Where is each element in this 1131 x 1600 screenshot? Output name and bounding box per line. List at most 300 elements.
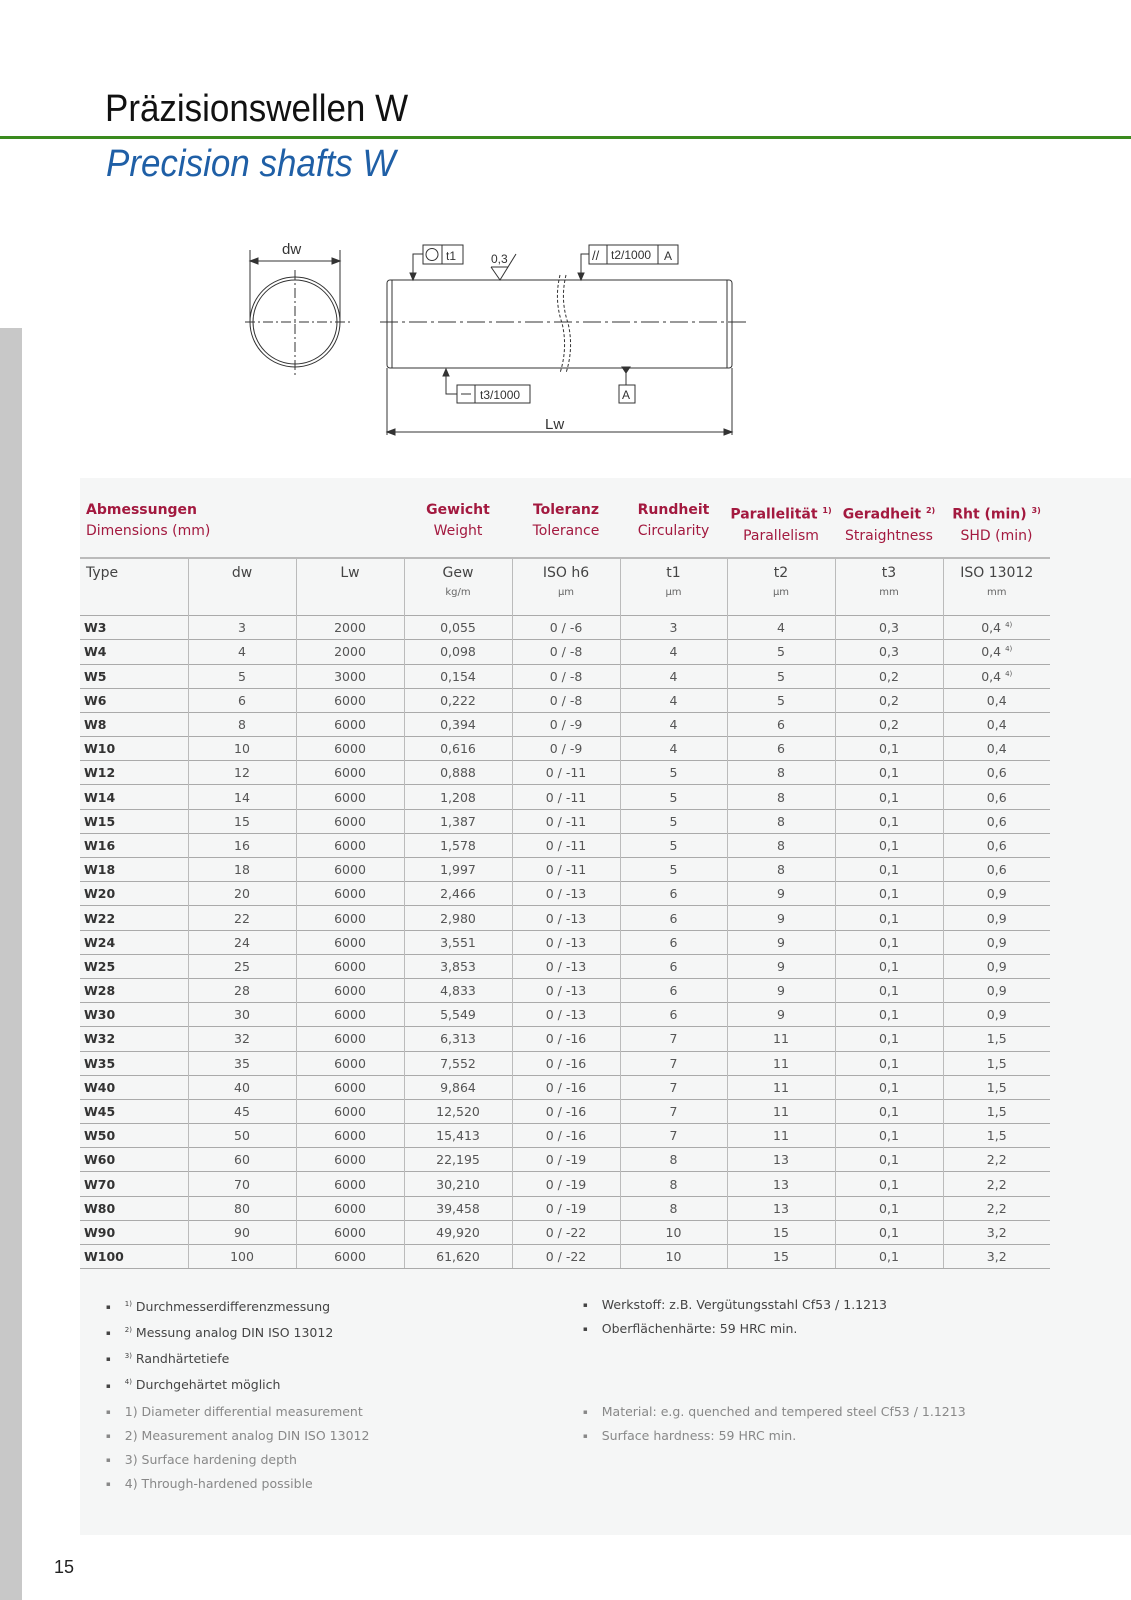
table-cell [943,1172,1050,1196]
table-cell [188,1220,296,1244]
cell-value: 10 [665,1224,682,1240]
cell-value: W40 [84,1079,116,1095]
footnote-marker: 1) [124,1300,132,1308]
table-cell [620,930,727,954]
cell-value: 0,2 [879,717,899,732]
group-header-row [80,500,1050,558]
table-row [80,1220,1050,1244]
table-cell [188,882,296,906]
cell-value: 0,1 [879,934,899,950]
footnote-text: Durchgehärtet möglich [135,1377,281,1393]
cell-value: 0,1 [879,1104,899,1119]
cell-value: 6000 [334,813,366,829]
cell-value: 1,5 [986,1128,1007,1144]
table-cell [188,1148,296,1172]
column-label: t1 [666,564,681,581]
table-row [80,954,1050,978]
table-cell [404,712,512,736]
cell-value: 5 [238,668,246,684]
cell-value: 6000 [334,910,366,926]
note-item: ▪ 3) Surface hardening depth [106,1449,369,1473]
table-cell [727,712,835,736]
cell-value: 90 [234,1224,250,1240]
column-label: t2 [773,564,789,581]
cell-value: 0,1 [879,1152,899,1168]
cell-value: 6000 [334,1055,366,1071]
table-cell [943,1148,1050,1172]
cell-value: 6000 [334,1176,366,1192]
cell-value: 5 [669,813,678,829]
cell-value: 0,222 [440,692,476,708]
table-row [80,761,1050,785]
table-cell [512,882,620,906]
table-cell [404,1220,512,1244]
table-cell [620,664,727,688]
footnote-item [106,1320,333,1346]
table-cell [512,809,620,833]
table-cell [620,1245,727,1269]
table-cell [620,737,727,761]
group-header [80,500,404,558]
table-cell [620,906,727,930]
group-label-en: Straightness [845,527,933,544]
column-header [727,558,835,616]
cell-value: 10 [665,1249,682,1265]
footnote-item [106,1372,333,1398]
cell-value: 6 [669,958,678,974]
cell-value: 15 [773,1249,789,1265]
table-cell [188,1245,296,1269]
cell-value: 0,1 [879,1031,899,1047]
table-cell [188,809,296,833]
group-label-de-text: Rundheit [637,502,710,518]
table-cell [404,1124,512,1148]
cell-value: 0,1 [879,813,899,829]
table-cell [943,1051,1050,1075]
table-cell [835,930,943,954]
cell-value: 6 [669,983,678,999]
cell-value: 3 [669,620,678,636]
cell-value: 50 [234,1128,250,1144]
footnote-text: Messung analog DIN ISO 13012 [135,1325,334,1341]
cell-value: 0,1 [879,1176,899,1192]
cell-value: 8 [669,1176,678,1192]
cell-value: 0,2 [879,692,899,708]
cell-value: 2,2 [986,1200,1007,1216]
cell-value: 0,1 [879,886,899,902]
cell-value: 3,853 [440,958,476,974]
cell-value: 80 [234,1200,250,1216]
table-cell [727,688,835,712]
cell-value: 0,9 [986,934,1007,950]
cell-value: 13 [773,1200,789,1216]
column-label: Gew [442,564,474,581]
footnote-item [106,1346,333,1372]
group-label-de-text: Abmessungen [86,502,198,518]
datum-label: A [622,388,631,402]
cell-value: 0 / -19 [545,1200,587,1216]
table-cell [296,712,404,736]
table-cell [80,1027,188,1051]
cell-value: 7 [669,1055,678,1071]
footnote-text: Randhärtetiefe [135,1351,230,1367]
cell-value: 9 [777,934,785,950]
table-cell [943,954,1050,978]
cell-value: W45 [84,1104,116,1119]
cell-value: 0 / -13 [545,886,587,902]
cell-value: 6 [669,934,678,950]
cell-value: W18 [84,862,116,878]
table-cell [943,1124,1050,1148]
cell-value: 0,1 [879,837,899,853]
cell-value: 0 / -11 [545,765,587,781]
cell-value: 6000 [334,1079,366,1095]
table-cell [188,640,296,664]
t2-label: t2/1000 [611,248,652,262]
cell-value: 3 [238,620,246,636]
table-row [80,664,1050,688]
cell-value: 5 [777,668,785,684]
cell-value: 6000 [334,862,366,878]
column-label: ISO 13012 [960,564,1034,581]
cell-value: 0,1 [879,862,899,878]
cell-value: 1,5 [986,1055,1007,1071]
cell-value: 15 [773,1224,789,1240]
table-cell [512,664,620,688]
cell-value: 4 [669,644,678,660]
cell-value: 0 / -13 [545,910,587,926]
table-cell [512,712,620,736]
cell-value: 8 [777,862,785,878]
table-cell [188,737,296,761]
cell-value: 8 [777,789,785,805]
table-cell [404,785,512,809]
table-row [80,785,1050,809]
table-cell [80,833,188,857]
group-header [727,500,835,558]
group-label-de-text: Geradheit [842,506,922,523]
table-cell [727,858,835,882]
group-label-de-text: Gewicht [426,502,490,518]
cell-value: 6000 [334,741,366,757]
group-label-de [727,500,835,526]
cell-value: 4,833 [440,983,476,999]
table-cell [296,737,404,761]
group-label-de [943,500,1050,526]
cell-value: 25 [234,958,250,974]
table-cell [188,1099,296,1123]
table-row [80,1172,1050,1196]
cell-value: 1,387 [440,813,476,829]
table-cell [835,616,943,640]
cell-value: 0,1 [879,1055,899,1071]
cell-value: 32 [234,1031,250,1047]
table-cell [512,688,620,712]
table-cell [188,688,296,712]
group-label-de-text: Toleranz [532,502,600,518]
table-cell [512,930,620,954]
table-cell [188,833,296,857]
cell-value: 8 [777,765,785,781]
table-cell [188,785,296,809]
cell-value: 28 [234,983,250,999]
group-label-de [620,500,727,521]
note-item: ▪ 2) Measurement analog DIN ISO 13012 [106,1425,369,1449]
cell-value: 0 / -8 [549,668,583,684]
cell-value: 0,4 [981,620,1002,636]
table-row [80,1196,1050,1220]
table-cell [296,1075,404,1099]
table-cell [296,761,404,785]
group-label-en: Parallelism [743,527,819,544]
table-cell [943,858,1050,882]
table-cell [835,1027,943,1051]
cell-value: 6 [777,717,785,732]
footnote-ref: 4) [1005,669,1013,678]
cell-value: 61,620 [436,1249,480,1265]
cell-value: 0 / -11 [545,837,587,853]
cell-value: 18 [234,862,250,878]
cell-value: 11 [773,1055,789,1071]
cell-value: 7,552 [440,1055,476,1071]
cell-value: W70 [84,1176,116,1192]
column-label: dw [231,564,253,581]
table-cell [620,809,727,833]
footnote-text: Durchmesserdifferenzmessung [135,1299,331,1315]
cell-value: 30 [234,1007,250,1023]
cell-value: 3,551 [440,934,476,950]
column-header [404,558,512,616]
table-cell [835,1196,943,1220]
table-cell [620,785,727,809]
table-cell [80,882,188,906]
table-cell [512,640,620,664]
column-unit: mm [987,586,1007,598]
table-cell [835,1075,943,1099]
table-cell [296,882,404,906]
table-cell [943,1099,1050,1123]
column-unit: µm [665,586,682,598]
page-number: 15 [54,1557,75,1577]
table-cell [512,785,620,809]
table-cell [727,882,835,906]
table-cell [512,1027,620,1051]
cell-value: 0,1 [879,1007,899,1023]
table-cell [835,785,943,809]
table-cell [80,906,188,930]
table-cell [296,688,404,712]
table-cell [727,978,835,1002]
table-cell [80,664,188,688]
table-cell [296,1124,404,1148]
table-cell [80,712,188,736]
table-cell [727,785,835,809]
table-cell [404,978,512,1002]
table-cell [620,1172,727,1196]
table-cell [835,1220,943,1244]
table-row [80,978,1050,1002]
table-cell [943,882,1050,906]
cell-value: 0,6 [986,813,1007,829]
table-cell [620,616,727,640]
cell-value: 0 / -9 [549,717,583,732]
table-cell [296,664,404,688]
table-cell [296,616,404,640]
cell-value: 49,920 [436,1224,480,1240]
cell-value: 0,4 [986,717,1007,732]
table-cell [727,1051,835,1075]
cell-value: 9 [777,1007,785,1023]
table-cell [188,1196,296,1220]
table-cell [835,1148,943,1172]
cell-value: 30,210 [436,1176,480,1192]
cell-value: 0 / -9 [549,741,583,757]
table-cell [404,1003,512,1027]
title-divider [0,136,1131,139]
table-cell [188,1003,296,1027]
side-bar [0,328,22,1600]
table-cell [404,930,512,954]
table-cell [188,930,296,954]
cell-value: 2,2 [986,1152,1007,1168]
table-cell [80,1003,188,1027]
table-cell [188,978,296,1002]
table-cell [943,1245,1050,1269]
table-cell [727,640,835,664]
group-header [404,500,512,558]
column-header [512,558,620,616]
cell-value: 45 [234,1104,250,1119]
cell-value: 0,9 [986,910,1007,926]
table-cell [835,906,943,930]
cell-value: 0,1 [879,983,899,999]
table-row [80,906,1050,930]
table-row [80,1075,1050,1099]
table-cell [188,906,296,930]
cell-value: 1,5 [986,1104,1007,1119]
cell-value: 0,9 [986,958,1007,974]
cell-value: 8 [669,1200,678,1216]
cell-value: 2,980 [440,910,476,926]
table-row [80,1124,1050,1148]
table-cell [835,688,943,712]
group-label-en: SHD (min) [960,527,1033,544]
cell-value: 22 [234,910,250,926]
table-cell [404,954,512,978]
cell-value: 6000 [334,934,366,950]
cell-value: 5 [669,789,678,805]
cell-value: 8 [669,1152,678,1168]
table-cell [80,616,188,640]
cell-value: 0,4 [981,668,1002,684]
footnote-ref: 4) [1005,645,1013,654]
cell-value: 3,2 [986,1249,1007,1265]
table-cell [512,1196,620,1220]
material-notes-de [583,1294,887,1342]
cell-value: 4 [238,644,246,660]
cell-value: 6000 [334,1031,366,1047]
note-item: ▪ Material: e.g. quenched and tempered steel Cf53 / 1.1213 [583,1401,966,1425]
cell-value: 2,466 [440,886,476,902]
table-cell [296,1172,404,1196]
cell-value: 6 [777,741,785,757]
table-cell [404,882,512,906]
cell-value: 0,055 [440,620,476,636]
table-cell [296,833,404,857]
table-cell [512,1003,620,1027]
table-cell [943,1003,1050,1027]
table-cell [512,616,620,640]
table-cell [296,1245,404,1269]
table-cell [620,1099,727,1123]
cell-value: 6000 [334,1200,366,1216]
table-cell [296,858,404,882]
column-header [188,558,296,616]
table-cell [620,1148,727,1172]
table-cell [727,761,835,785]
group-label-de [512,500,620,521]
table-cell [620,1051,727,1075]
cell-value: 5 [777,644,785,660]
table-cell [620,1027,727,1051]
group-label-en: Weight [433,523,483,539]
table-cell [296,954,404,978]
cell-value: W25 [84,958,116,974]
table-cell [80,1148,188,1172]
table-cell [512,1075,620,1099]
table-cell [727,1196,835,1220]
table-cell [620,882,727,906]
table-cell [404,1027,512,1051]
cell-value: 0,1 [879,958,899,974]
cell-value: 10 [234,741,250,757]
table-cell [620,1075,727,1099]
cell-value: 6000 [334,765,366,781]
table-cell [727,954,835,978]
column-label: Lw [340,564,360,581]
table-cell [188,616,296,640]
table-cell [835,1051,943,1075]
datum-label: A [664,249,673,263]
cell-value: 22,195 [436,1152,480,1168]
note-item: ▪ 4) Through-hardened possible [106,1473,369,1497]
cell-value: 0,1 [879,765,899,781]
table-cell [80,1051,188,1075]
cell-value: W24 [84,934,116,950]
table-cell [835,1003,943,1027]
cell-value: 0,1 [879,1128,899,1144]
table-cell [943,785,1050,809]
cell-value: 0,394 [440,717,476,732]
table-cell [835,640,943,664]
cell-value: 4 [669,717,678,732]
table-cell [512,1099,620,1123]
cell-value: 4 [669,668,678,684]
cell-value: 0,3 [879,620,899,636]
cell-value: 6000 [334,1007,366,1023]
cell-value: W60 [84,1152,116,1168]
table-cell [943,1075,1050,1099]
cell-value: 6 [669,910,678,926]
footnote-item [106,1294,333,1320]
cell-value: 6000 [334,717,366,732]
column-header-row [80,558,1050,616]
lw-label: Lw [545,416,565,433]
svg-text://: // [592,248,600,263]
cell-value: 40 [234,1079,250,1095]
cell-value: 12,520 [436,1104,480,1119]
table-cell [943,640,1050,664]
